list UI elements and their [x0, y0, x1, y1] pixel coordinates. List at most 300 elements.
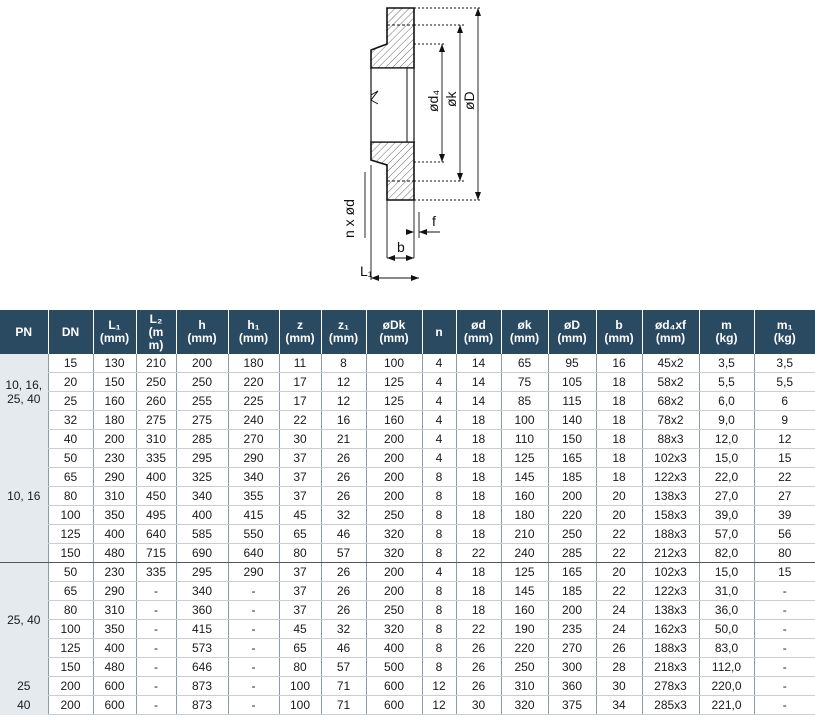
header-unit: (mm)	[379, 331, 409, 345]
cell-oD: 105	[548, 373, 596, 392]
cell-m1: -	[754, 639, 815, 658]
pn-cell: 10, 16	[0, 430, 48, 563]
cell-n: 8	[422, 620, 456, 639]
cell-b: 18	[596, 468, 642, 487]
cell-odk: 200	[366, 487, 422, 506]
cell-od: 18	[456, 601, 501, 620]
cell-m1: -	[754, 658, 815, 677]
cell-m: 36,0	[699, 601, 754, 620]
cell-dn: 125	[48, 639, 93, 658]
cell-od4xf: 158x3	[642, 506, 699, 525]
cell-n: 8	[422, 658, 456, 677]
cell-odk: 250	[366, 506, 422, 525]
pn-cell: 10, 16, 25, 40	[0, 354, 48, 430]
cell-od: 18	[456, 582, 501, 601]
cell-z: 45	[279, 506, 321, 525]
cell-l1: 350	[93, 506, 136, 525]
header-l2	[136, 310, 176, 354]
cell-h: 340	[176, 487, 228, 506]
table-row	[0, 525, 815, 544]
label-L1: L₁	[360, 263, 373, 279]
cell-h: 415	[176, 620, 228, 639]
cell-m: 22,0	[699, 468, 754, 487]
cell-l1: 400	[93, 525, 136, 544]
cell-h1: 290	[228, 449, 279, 468]
cell-l1: 350	[93, 620, 136, 639]
cell-z1: 57	[321, 544, 366, 563]
cell-z: 45	[279, 620, 321, 639]
cell-n: 8	[422, 487, 456, 506]
cell-z: 80	[279, 658, 321, 677]
cell-m: 15,0	[699, 563, 754, 582]
cell-oD: 300	[548, 658, 596, 677]
cell-z: 37	[279, 601, 321, 620]
pn-cell: 25	[0, 677, 48, 696]
cell-od4xf: 102x3	[642, 449, 699, 468]
cell-l1: 310	[93, 487, 136, 506]
cell-l2: -	[136, 658, 176, 677]
cell-z1: 21	[321, 430, 366, 449]
cell-dn: 150	[48, 658, 93, 677]
cell-h: 400	[176, 506, 228, 525]
cell-h1: 355	[228, 487, 279, 506]
cell-l1: 600	[93, 677, 136, 696]
header-unit: (mm)	[328, 331, 359, 345]
cell-l1: 310	[93, 601, 136, 620]
header-pn	[0, 310, 48, 354]
cell-od4xf: 122x3	[642, 582, 699, 601]
cell-od: 18	[456, 525, 501, 544]
cell-oD: 150	[548, 430, 596, 449]
cell-n: 12	[422, 696, 456, 715]
header-unit: (mm)	[99, 331, 130, 345]
cell-h1: 550	[228, 525, 279, 544]
cell-m1: 39	[754, 506, 815, 525]
header-label: PN	[15, 324, 33, 339]
cell-oD: 235	[548, 620, 596, 639]
cell-z: 17	[279, 373, 321, 392]
table-row	[0, 696, 815, 715]
cell-n: 4	[422, 373, 456, 392]
cell-b: 30	[596, 677, 642, 696]
header-unit: (mm)	[463, 331, 494, 345]
cell-n: 4	[422, 449, 456, 468]
cell-l1: 290	[93, 468, 136, 487]
cell-dn: 50	[48, 449, 93, 468]
cell-m1: -	[754, 601, 815, 620]
cell-l2: 250	[136, 373, 176, 392]
cell-dn: 15	[48, 354, 93, 373]
cell-od: 26	[456, 639, 501, 658]
cell-h: 285	[176, 430, 228, 449]
header-label: L₁	[108, 318, 121, 332]
cell-h1: 220	[228, 373, 279, 392]
cell-b: 22	[596, 582, 642, 601]
header-h	[176, 310, 228, 354]
cell-ok: 310	[501, 677, 548, 696]
cell-dn: 40	[48, 430, 93, 449]
cell-n: 8	[422, 525, 456, 544]
cell-l1: 160	[93, 392, 136, 411]
header-odk	[366, 310, 422, 354]
cell-z: 22	[279, 411, 321, 430]
header-label: DN	[61, 324, 80, 339]
header-unit: (mm)	[238, 331, 269, 345]
cell-b: 34	[596, 696, 642, 715]
cell-h1: -	[228, 620, 279, 639]
cell-l2: -	[136, 620, 176, 639]
cell-h1: 415	[228, 506, 279, 525]
cell-h: 585	[176, 525, 228, 544]
cell-l2: 210	[136, 354, 176, 373]
cell-ok: 220	[501, 639, 548, 658]
cell-oD: 285	[548, 544, 596, 563]
cell-oD: 165	[548, 449, 596, 468]
table-row	[0, 639, 815, 658]
table-row	[0, 354, 815, 373]
cell-odk: 100	[366, 354, 422, 373]
header-unit: (m m)	[148, 324, 164, 352]
cell-oD: 375	[548, 696, 596, 715]
cell-z1: 26	[321, 468, 366, 487]
cell-h: 873	[176, 677, 228, 696]
cell-od: 26	[456, 677, 501, 696]
table-row	[0, 563, 815, 582]
cell-oD: 220	[548, 506, 596, 525]
cell-m: 220,0	[699, 677, 754, 696]
cell-h1: -	[228, 601, 279, 620]
cell-m: 57,0	[699, 525, 754, 544]
cell-z1: 32	[321, 506, 366, 525]
header-m	[699, 310, 754, 354]
header-label: m	[721, 318, 732, 332]
cell-odk: 320	[366, 620, 422, 639]
table-row	[0, 601, 815, 620]
cell-l2: 640	[136, 525, 176, 544]
cell-odk: 125	[366, 392, 422, 411]
cell-ok: 160	[501, 487, 548, 506]
cell-ok: 85	[501, 392, 548, 411]
cell-l1: 480	[93, 544, 136, 563]
header-label: m₁	[776, 318, 793, 332]
cell-ok: 320	[501, 696, 548, 715]
cell-od4xf: 122x3	[642, 468, 699, 487]
cell-m1: 12	[754, 430, 815, 449]
cell-l1: 290	[93, 582, 136, 601]
cell-m1: 9	[754, 411, 815, 430]
header-label: z₁	[338, 318, 349, 332]
cell-b: 24	[596, 601, 642, 620]
cell-oD: 200	[548, 601, 596, 620]
table-row	[0, 658, 815, 677]
cell-oD: 185	[548, 468, 596, 487]
cell-l1: 230	[93, 563, 136, 582]
cell-od: 14	[456, 392, 501, 411]
cell-z: 17	[279, 392, 321, 411]
cell-b: 18	[596, 411, 642, 430]
cell-z1: 46	[321, 525, 366, 544]
cell-n: 4	[422, 430, 456, 449]
cell-dn: 200	[48, 696, 93, 715]
cell-h: 690	[176, 544, 228, 563]
header-h1	[228, 310, 279, 354]
cell-ok: 240	[501, 544, 548, 563]
cell-oD: 185	[548, 582, 596, 601]
cell-z1: 26	[321, 601, 366, 620]
cell-m: 112,0	[699, 658, 754, 677]
cell-l2: -	[136, 582, 176, 601]
cell-l1: 200	[93, 430, 136, 449]
cell-b: 16	[596, 354, 642, 373]
cell-ok: 180	[501, 506, 548, 525]
cell-l2: 715	[136, 544, 176, 563]
cell-dn: 20	[48, 373, 93, 392]
cell-z: 37	[279, 487, 321, 506]
cell-ok: 250	[501, 658, 548, 677]
cell-oD: 140	[548, 411, 596, 430]
cell-od: 18	[456, 449, 501, 468]
cell-h: 250	[176, 373, 228, 392]
cell-m: 3,5	[699, 354, 754, 373]
header-label: h	[198, 318, 206, 332]
cell-od: 18	[456, 468, 501, 487]
cell-ok: 65	[501, 354, 548, 373]
cell-od4xf: 188x3	[642, 639, 699, 658]
cell-n: 8	[422, 639, 456, 658]
cell-od4xf: 45x2	[642, 354, 699, 373]
cell-l2: 335	[136, 563, 176, 582]
cell-m: 6,0	[699, 392, 754, 411]
cell-od: 26	[456, 658, 501, 677]
cell-ok: 190	[501, 620, 548, 639]
cell-h1: 270	[228, 430, 279, 449]
cell-b: 20	[596, 506, 642, 525]
cell-od4xf: 78x2	[642, 411, 699, 430]
cell-od: 18	[456, 411, 501, 430]
cell-dn: 80	[48, 487, 93, 506]
cell-z1: 16	[321, 411, 366, 430]
cell-n: 8	[422, 544, 456, 563]
header-n	[422, 310, 456, 354]
cell-odk: 200	[366, 563, 422, 582]
cell-h1: 240	[228, 411, 279, 430]
cell-h: 646	[176, 658, 228, 677]
cell-n: 8	[422, 468, 456, 487]
cell-z: 11	[279, 354, 321, 373]
header-label: n	[435, 324, 443, 339]
table-row	[0, 620, 815, 639]
cell-m: 39,0	[699, 506, 754, 525]
header-label: øD	[564, 318, 580, 332]
table-row	[0, 506, 815, 525]
cell-m1: -	[754, 620, 815, 639]
header-label: ød	[471, 318, 486, 332]
header-label: øk	[517, 318, 532, 332]
header-m1	[754, 310, 815, 354]
cell-m: 15,0	[699, 449, 754, 468]
label-f: f	[432, 213, 436, 229]
header-unit: (mm)	[187, 331, 217, 345]
cell-z1: 57	[321, 658, 366, 677]
cell-n: 4	[422, 411, 456, 430]
cell-h: 295	[176, 563, 228, 582]
cell-m1: -	[754, 696, 815, 715]
cell-od4xf: 278x3	[642, 677, 699, 696]
cell-oD: 250	[548, 525, 596, 544]
pn-cell: 25, 40	[0, 563, 48, 677]
cell-m: 221,0	[699, 696, 754, 715]
cell-oD: 270	[548, 639, 596, 658]
header-label: h₁	[247, 318, 260, 332]
header-unit: (mm)	[285, 331, 315, 345]
table-row	[0, 468, 815, 487]
header-row	[0, 310, 815, 354]
cell-odk: 250	[366, 601, 422, 620]
cell-h: 275	[176, 411, 228, 430]
cell-n: 8	[422, 601, 456, 620]
cell-h: 295	[176, 449, 228, 468]
cell-dn: 125	[48, 525, 93, 544]
cell-m1: 5,5	[754, 373, 815, 392]
cell-b: 22	[596, 525, 642, 544]
cell-ok: 110	[501, 430, 548, 449]
cell-b: 28	[596, 658, 642, 677]
cell-ok: 100	[501, 411, 548, 430]
cell-oD: 200	[548, 487, 596, 506]
cell-ok: 125	[501, 563, 548, 582]
table-row	[0, 582, 815, 601]
cell-b: 26	[596, 639, 642, 658]
cell-od: 18	[456, 487, 501, 506]
flange-spec-table	[0, 310, 815, 715]
cell-h1: 225	[228, 392, 279, 411]
cell-od: 14	[456, 354, 501, 373]
cell-m1: 27	[754, 487, 815, 506]
cell-od4xf: 102x3	[642, 563, 699, 582]
cell-dn: 100	[48, 506, 93, 525]
header-dn	[48, 310, 93, 354]
header-l1	[93, 310, 136, 354]
cell-l2: -	[136, 696, 176, 715]
cell-dn: 32	[48, 411, 93, 430]
cell-odk: 200	[366, 449, 422, 468]
label-nxd: n x ød	[341, 199, 357, 238]
header-unit: (mm)	[509, 331, 540, 345]
cell-h: 873	[176, 696, 228, 715]
label-D: øD	[461, 91, 477, 110]
cell-odk: 200	[366, 582, 422, 601]
cell-z: 37	[279, 449, 321, 468]
cell-m: 27,0	[699, 487, 754, 506]
cell-z: 65	[279, 525, 321, 544]
cell-m: 50,0	[699, 620, 754, 639]
header-od	[456, 310, 501, 354]
header-z	[279, 310, 321, 354]
cell-b: 20	[596, 563, 642, 582]
table-row	[0, 373, 815, 392]
cell-b: 24	[596, 620, 642, 639]
cell-od4xf: 162x3	[642, 620, 699, 639]
cell-od: 18	[456, 563, 501, 582]
cell-h1: -	[228, 639, 279, 658]
cell-m1: 6	[754, 392, 815, 411]
cell-z1: 26	[321, 449, 366, 468]
cell-dn: 150	[48, 544, 93, 563]
cell-h1: 180	[228, 354, 279, 373]
cell-h: 200	[176, 354, 228, 373]
cell-z1: 71	[321, 696, 366, 715]
cell-m1: 80	[754, 544, 815, 563]
cell-m1: 15	[754, 563, 815, 582]
cell-l2: -	[136, 601, 176, 620]
table-row	[0, 544, 815, 563]
cell-z1: 8	[321, 354, 366, 373]
cell-od: 14	[456, 373, 501, 392]
cell-z1: 26	[321, 487, 366, 506]
cell-z1: 26	[321, 582, 366, 601]
cell-n: 8	[422, 582, 456, 601]
cell-b: 18	[596, 430, 642, 449]
cell-n: 8	[422, 506, 456, 525]
cell-od4xf: 218x3	[642, 658, 699, 677]
cell-m1: 22	[754, 468, 815, 487]
cell-odk: 600	[366, 677, 422, 696]
cell-l2: -	[136, 677, 176, 696]
cell-dn: 80	[48, 601, 93, 620]
cell-b: 22	[596, 544, 642, 563]
header-label: b	[615, 318, 623, 332]
cell-l2: 335	[136, 449, 176, 468]
cell-z: 65	[279, 639, 321, 658]
table-row	[0, 392, 815, 411]
cell-l1: 600	[93, 696, 136, 715]
cell-odk: 320	[366, 544, 422, 563]
cell-l2: 400	[136, 468, 176, 487]
flange-section	[371, 8, 414, 200]
header-oD	[548, 310, 596, 354]
cell-l2: 260	[136, 392, 176, 411]
cell-dn: 200	[48, 677, 93, 696]
cell-dn: 100	[48, 620, 93, 639]
cell-n: 4	[422, 354, 456, 373]
cell-z1: 26	[321, 563, 366, 582]
cell-od4xf: 58x2	[642, 373, 699, 392]
header-unit: (mm)	[557, 331, 587, 345]
cell-z1: 32	[321, 620, 366, 639]
cell-dn: 65	[48, 582, 93, 601]
cell-z: 100	[279, 696, 321, 715]
cell-ok: 210	[501, 525, 548, 544]
cell-n: 4	[422, 563, 456, 582]
header-z1	[321, 310, 366, 354]
cell-ok: 75	[501, 373, 548, 392]
cell-odk: 600	[366, 696, 422, 715]
cell-od4xf: 138x3	[642, 487, 699, 506]
cell-m: 5,5	[699, 373, 754, 392]
table-row	[0, 449, 815, 468]
cell-h: 340	[176, 582, 228, 601]
cell-od: 18	[456, 506, 501, 525]
cell-l1: 180	[93, 411, 136, 430]
cell-z: 37	[279, 468, 321, 487]
cell-l2: 450	[136, 487, 176, 506]
cell-h: 360	[176, 601, 228, 620]
cell-b: 18	[596, 449, 642, 468]
cell-z1: 46	[321, 639, 366, 658]
cell-dn: 65	[48, 468, 93, 487]
label-b: b	[397, 239, 405, 255]
cell-m: 9,0	[699, 411, 754, 430]
